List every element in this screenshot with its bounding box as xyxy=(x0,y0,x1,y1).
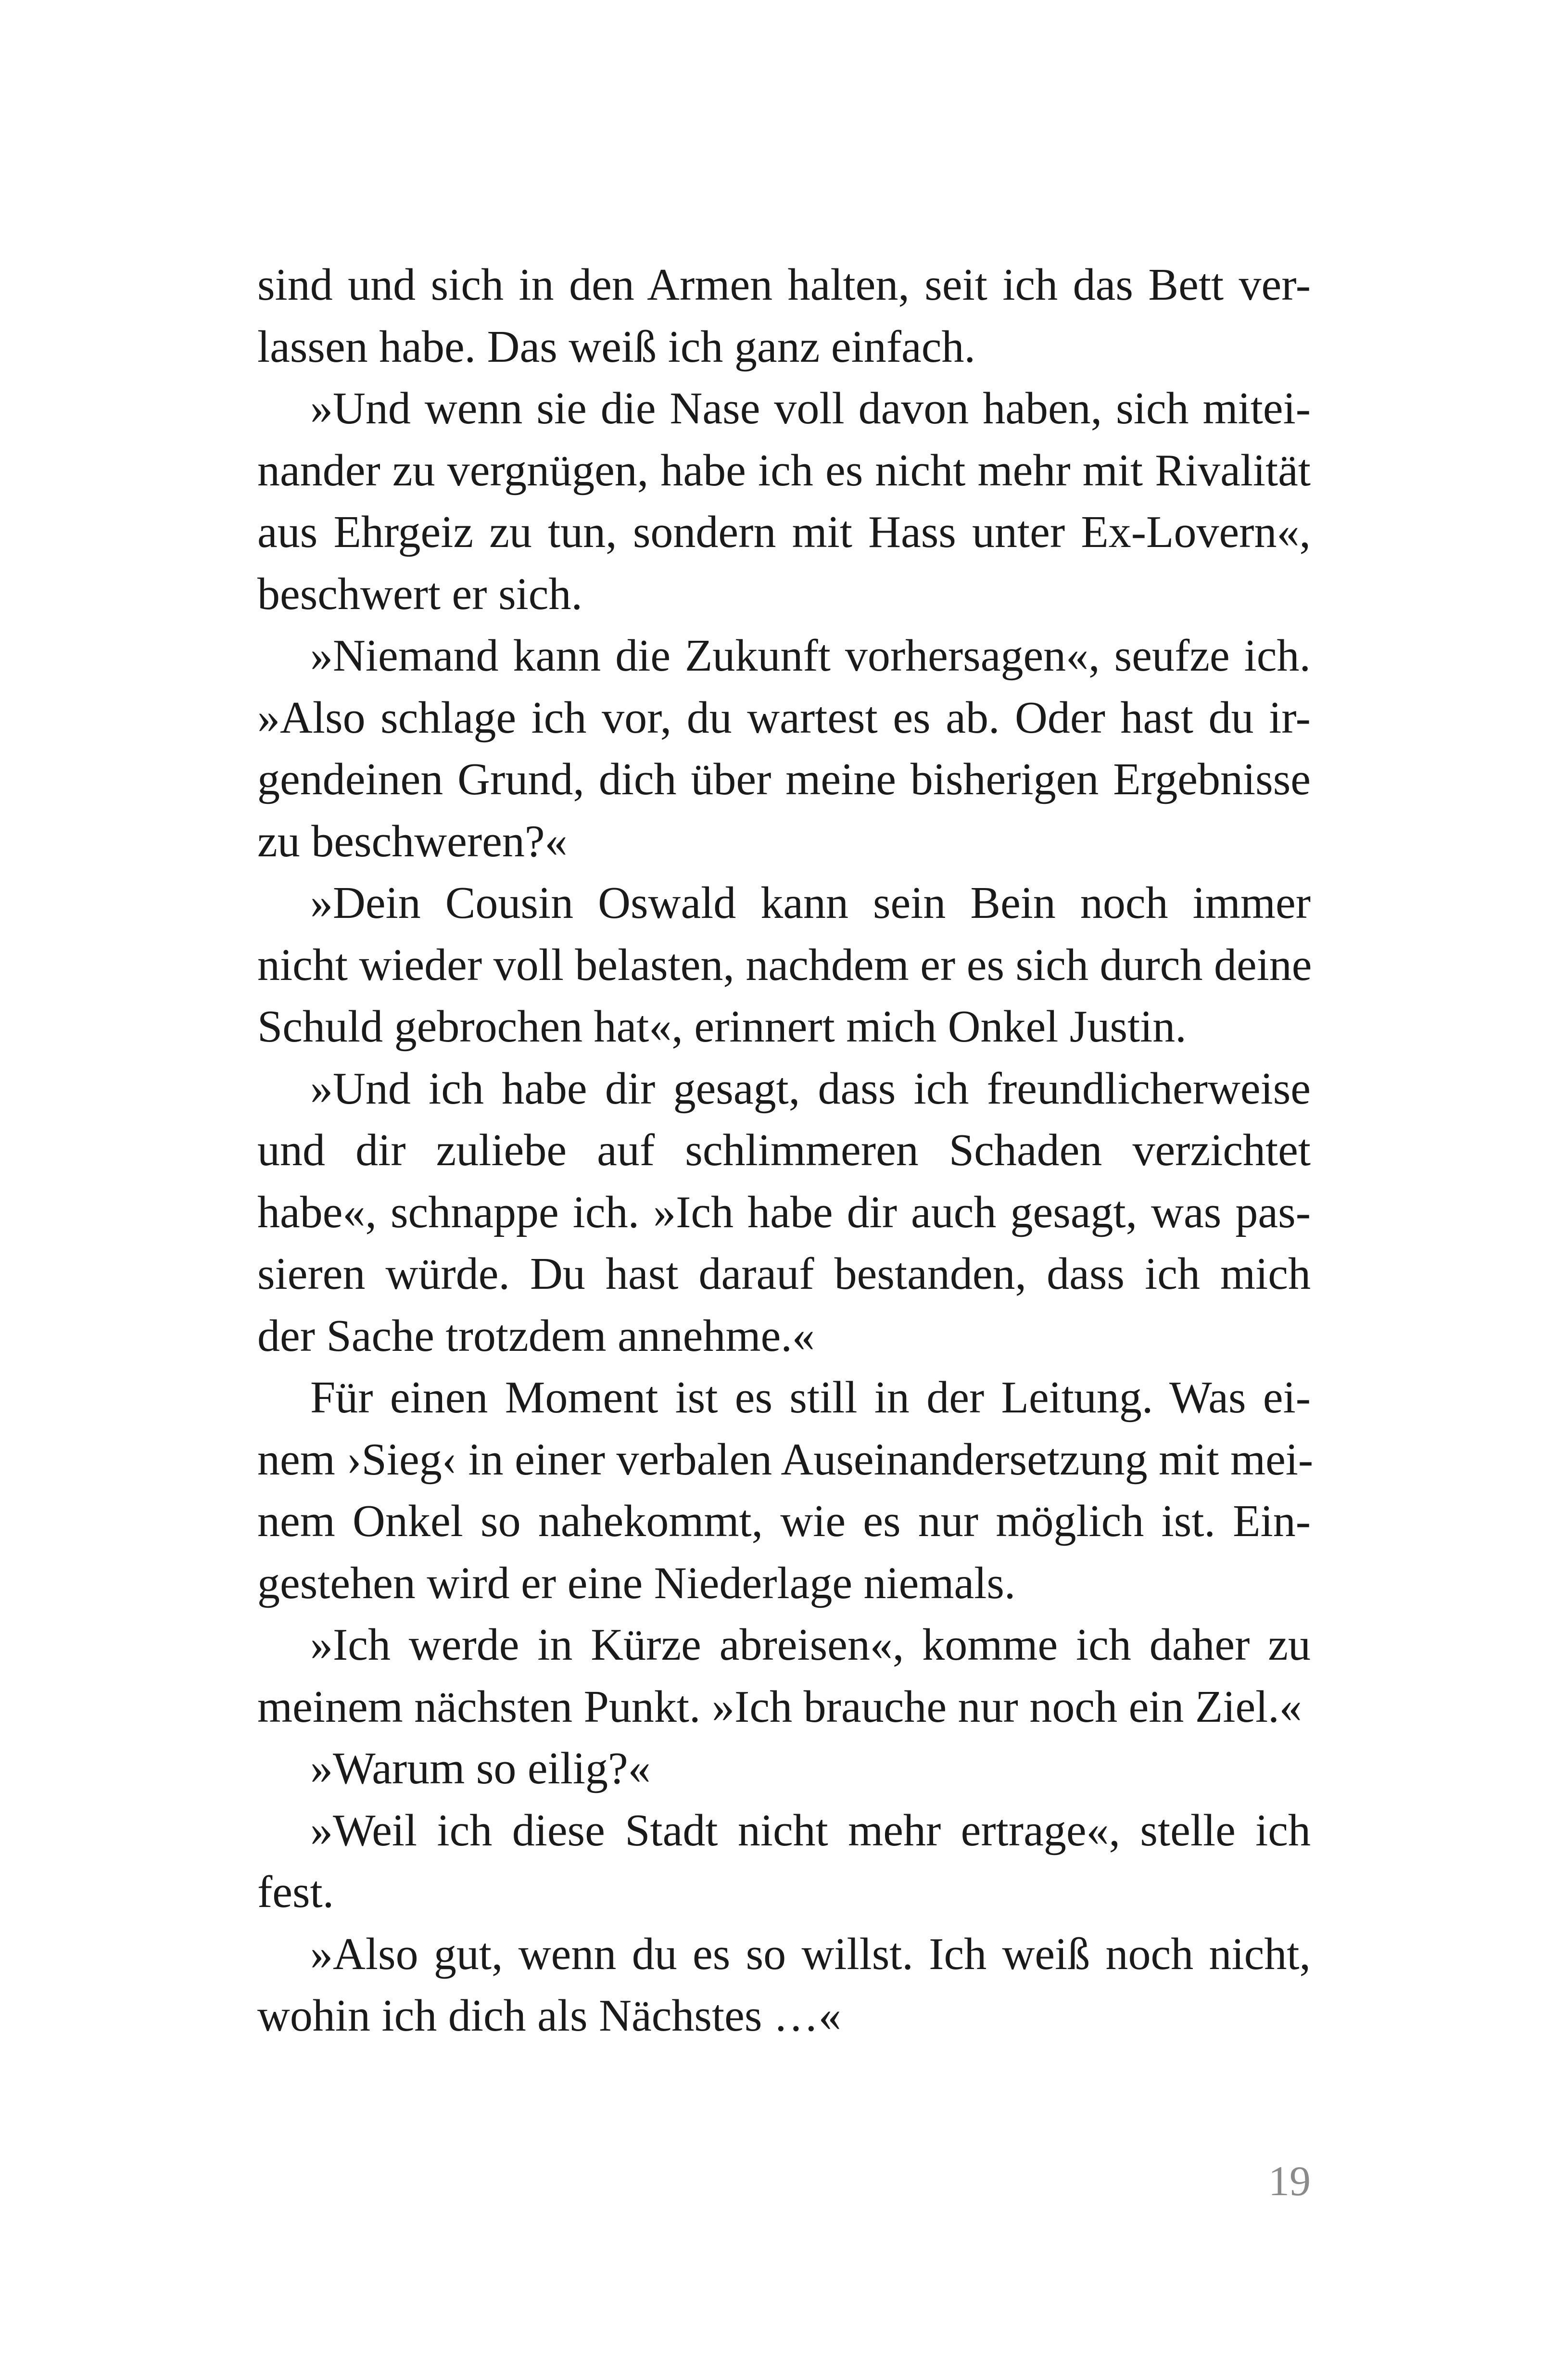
text-line: »Also schlage ich vor, du wartest es ab. Oder hast du ir- xyxy=(257,692,1311,743)
text-line: »Und ich habe dir gesagt, dass ich freundlicherweise xyxy=(310,1063,1311,1114)
body-text xyxy=(257,254,1314,2047)
text-line: »Also gut, wenn du es so willst. Ich weiß noch nicht, xyxy=(310,1929,1311,1979)
text-line: meinem nächsten Punkt. »Ich brauche nur noch ein Ziel.« xyxy=(257,1681,1302,1732)
text-line: nander zu vergnügen, habe ich es nicht mehr mit Rivalität xyxy=(257,445,1311,496)
text-line: fest. xyxy=(257,1867,334,1917)
text-line: »Ich werde in Kürze abreisen«, komme ich daher zu xyxy=(310,1620,1311,1670)
text-line: nem Onkel so nahekommt, wie es nur möglich ist. Ein- xyxy=(257,1496,1311,1546)
text-line: zu beschweren?« xyxy=(257,816,568,866)
page-number: 19 xyxy=(1268,2158,1311,2205)
text-line: beschwert er sich. xyxy=(257,569,582,619)
text-line: Für einen Moment ist es still in der Leitung. Was ei- xyxy=(310,1373,1311,1423)
text-line: lassen habe. Das weiß ich ganz einfach. xyxy=(257,321,975,372)
text-line: »Und wenn sie die Nase voll davon haben, sich mitei- xyxy=(310,383,1311,433)
text-line: sieren würde. Du hast darauf bestanden, dass ich mich xyxy=(257,1249,1311,1299)
text-line: gestehen wird er eine Niederlage niemals. xyxy=(257,1558,1016,1608)
text-line: gendeinen Grund, dich über meine bisherigen Ergebnisse xyxy=(257,754,1311,804)
text-line: habe«, schnappe ich. »Ich habe dir auch gesagt, was pas- xyxy=(257,1187,1311,1237)
text-line: »Weil ich diese Stadt nicht mehr ertrage«, stelle ich xyxy=(310,1805,1311,1856)
text-line: wohin ich dich als Nächstes …« xyxy=(257,1991,841,2041)
text-line: der Sache trotzdem annehme.« xyxy=(257,1310,815,1361)
text-line: aus Ehrgeiz zu tun, sondern mit Hass unter Ex-Lovern«, xyxy=(257,507,1311,557)
text-line: und dir zuliebe auf schlimmeren Schaden verzichtet xyxy=(257,1125,1311,1175)
text-line: »Dein Cousin Oswald kann sein Bein noch immer xyxy=(310,878,1311,928)
text-line: Schuld gebrochen hat«, erinnert mich Onkel Justin. xyxy=(257,1002,1187,1052)
text-line: »Warum so eilig?« xyxy=(310,1743,651,1793)
text-line: nicht wieder voll belasten, nachdem er es sich durch deine xyxy=(257,940,1312,990)
text-line: nem ›Sieg‹ in einer verbalen Auseinandersetzung mit mei- xyxy=(257,1434,1314,1485)
text-line: sind und sich in den Armen halten, seit ich das Bett ver- xyxy=(257,260,1311,310)
text-line: »Niemand kann die Zukunft vorhersagen«, seufze ich. xyxy=(310,631,1311,681)
